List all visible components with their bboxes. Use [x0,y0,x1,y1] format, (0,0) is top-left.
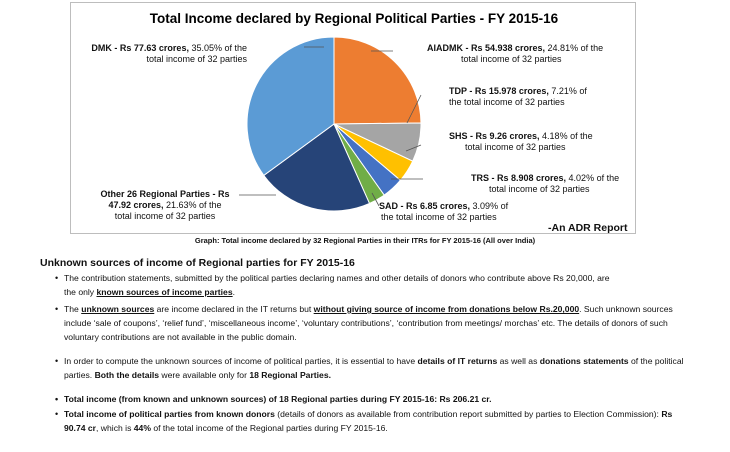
bullet-total-income: • Total income (from known and unknown sources) of 18 Regional parties during FY 2015-16: Rs 206.21 cr. [64,392,689,406]
chart-caption: Graph: Total income declared by 32 Regional Parties in their ITRs for FY 2015-16 (All over India) [194,236,536,245]
pie-slice-aiadmk [334,37,421,124]
label-dmk: DMK - Rs 77.63 crores, 35.05% of the total income of 32 parties [91,43,247,64]
chart-container [70,2,636,234]
source-note: -An ADR Report [548,222,628,234]
label-other: Other 26 Regional Parties - Rs 47.92 crores, 21.63% of the total income of 32 parties [100,189,230,221]
bullet-compute-unknown: • In order to compute the unknown sources of income of political parties, it is essential to have details of IT returns as well as donations statements of the political parties. Both the details were available only for 18 Regional Parties. [64,354,689,382]
section-heading: Unknown sources of income of Regional parties for FY 2015-16 [40,257,355,269]
label-aiadmk: AIADMK - Rs 54.938 crores, 24.81% of the total income of 32 parties [427,43,604,64]
bullet-contribution-statements: • The contribution statements, submitted by the political parties declaring names and other details of donors who contribute above Rs 20,000, are the only known sources of income parties. [64,271,689,299]
label-trs: TRS - Rs 8.908 crores, 4.02% of the total income of 32 parties [471,173,620,194]
label-sad: SAD - Rs 6.85 crores, 3.09% of the total income of 32 parties [379,201,509,222]
chart-title: Total Income declared by Regional Political Parties - FY 2015-16 [149,11,559,26]
bullet-unknown-sources: • The unknown sources are income declared in the IT returns but without giving source of income from donations below Rs.20,000. Such unknown sources include ‘sale of coupons’, ‘relief fund’, ‘miscellaneous income’, ‘voluntary contributions’, ‘contribution from meetings/ morchas’ etc. The details of donors of such voluntary contributions are not available in the public domain. [64,302,689,344]
label-shs: SHS - Rs 9.26 crores, 4.18% of the total income of 32 parties [449,131,593,152]
bullet-known-donors: • Total income of political parties from known donors (details of donors as available from contribution report submitted by parties to Election Commission): Rs 90.74 cr, which is 44% of the total income of the Regional parties during FY 2015-16. [64,407,689,435]
label-tdp: TDP - Rs 15.978 crores, 7.21% of the total income of 32 parties [449,86,587,107]
